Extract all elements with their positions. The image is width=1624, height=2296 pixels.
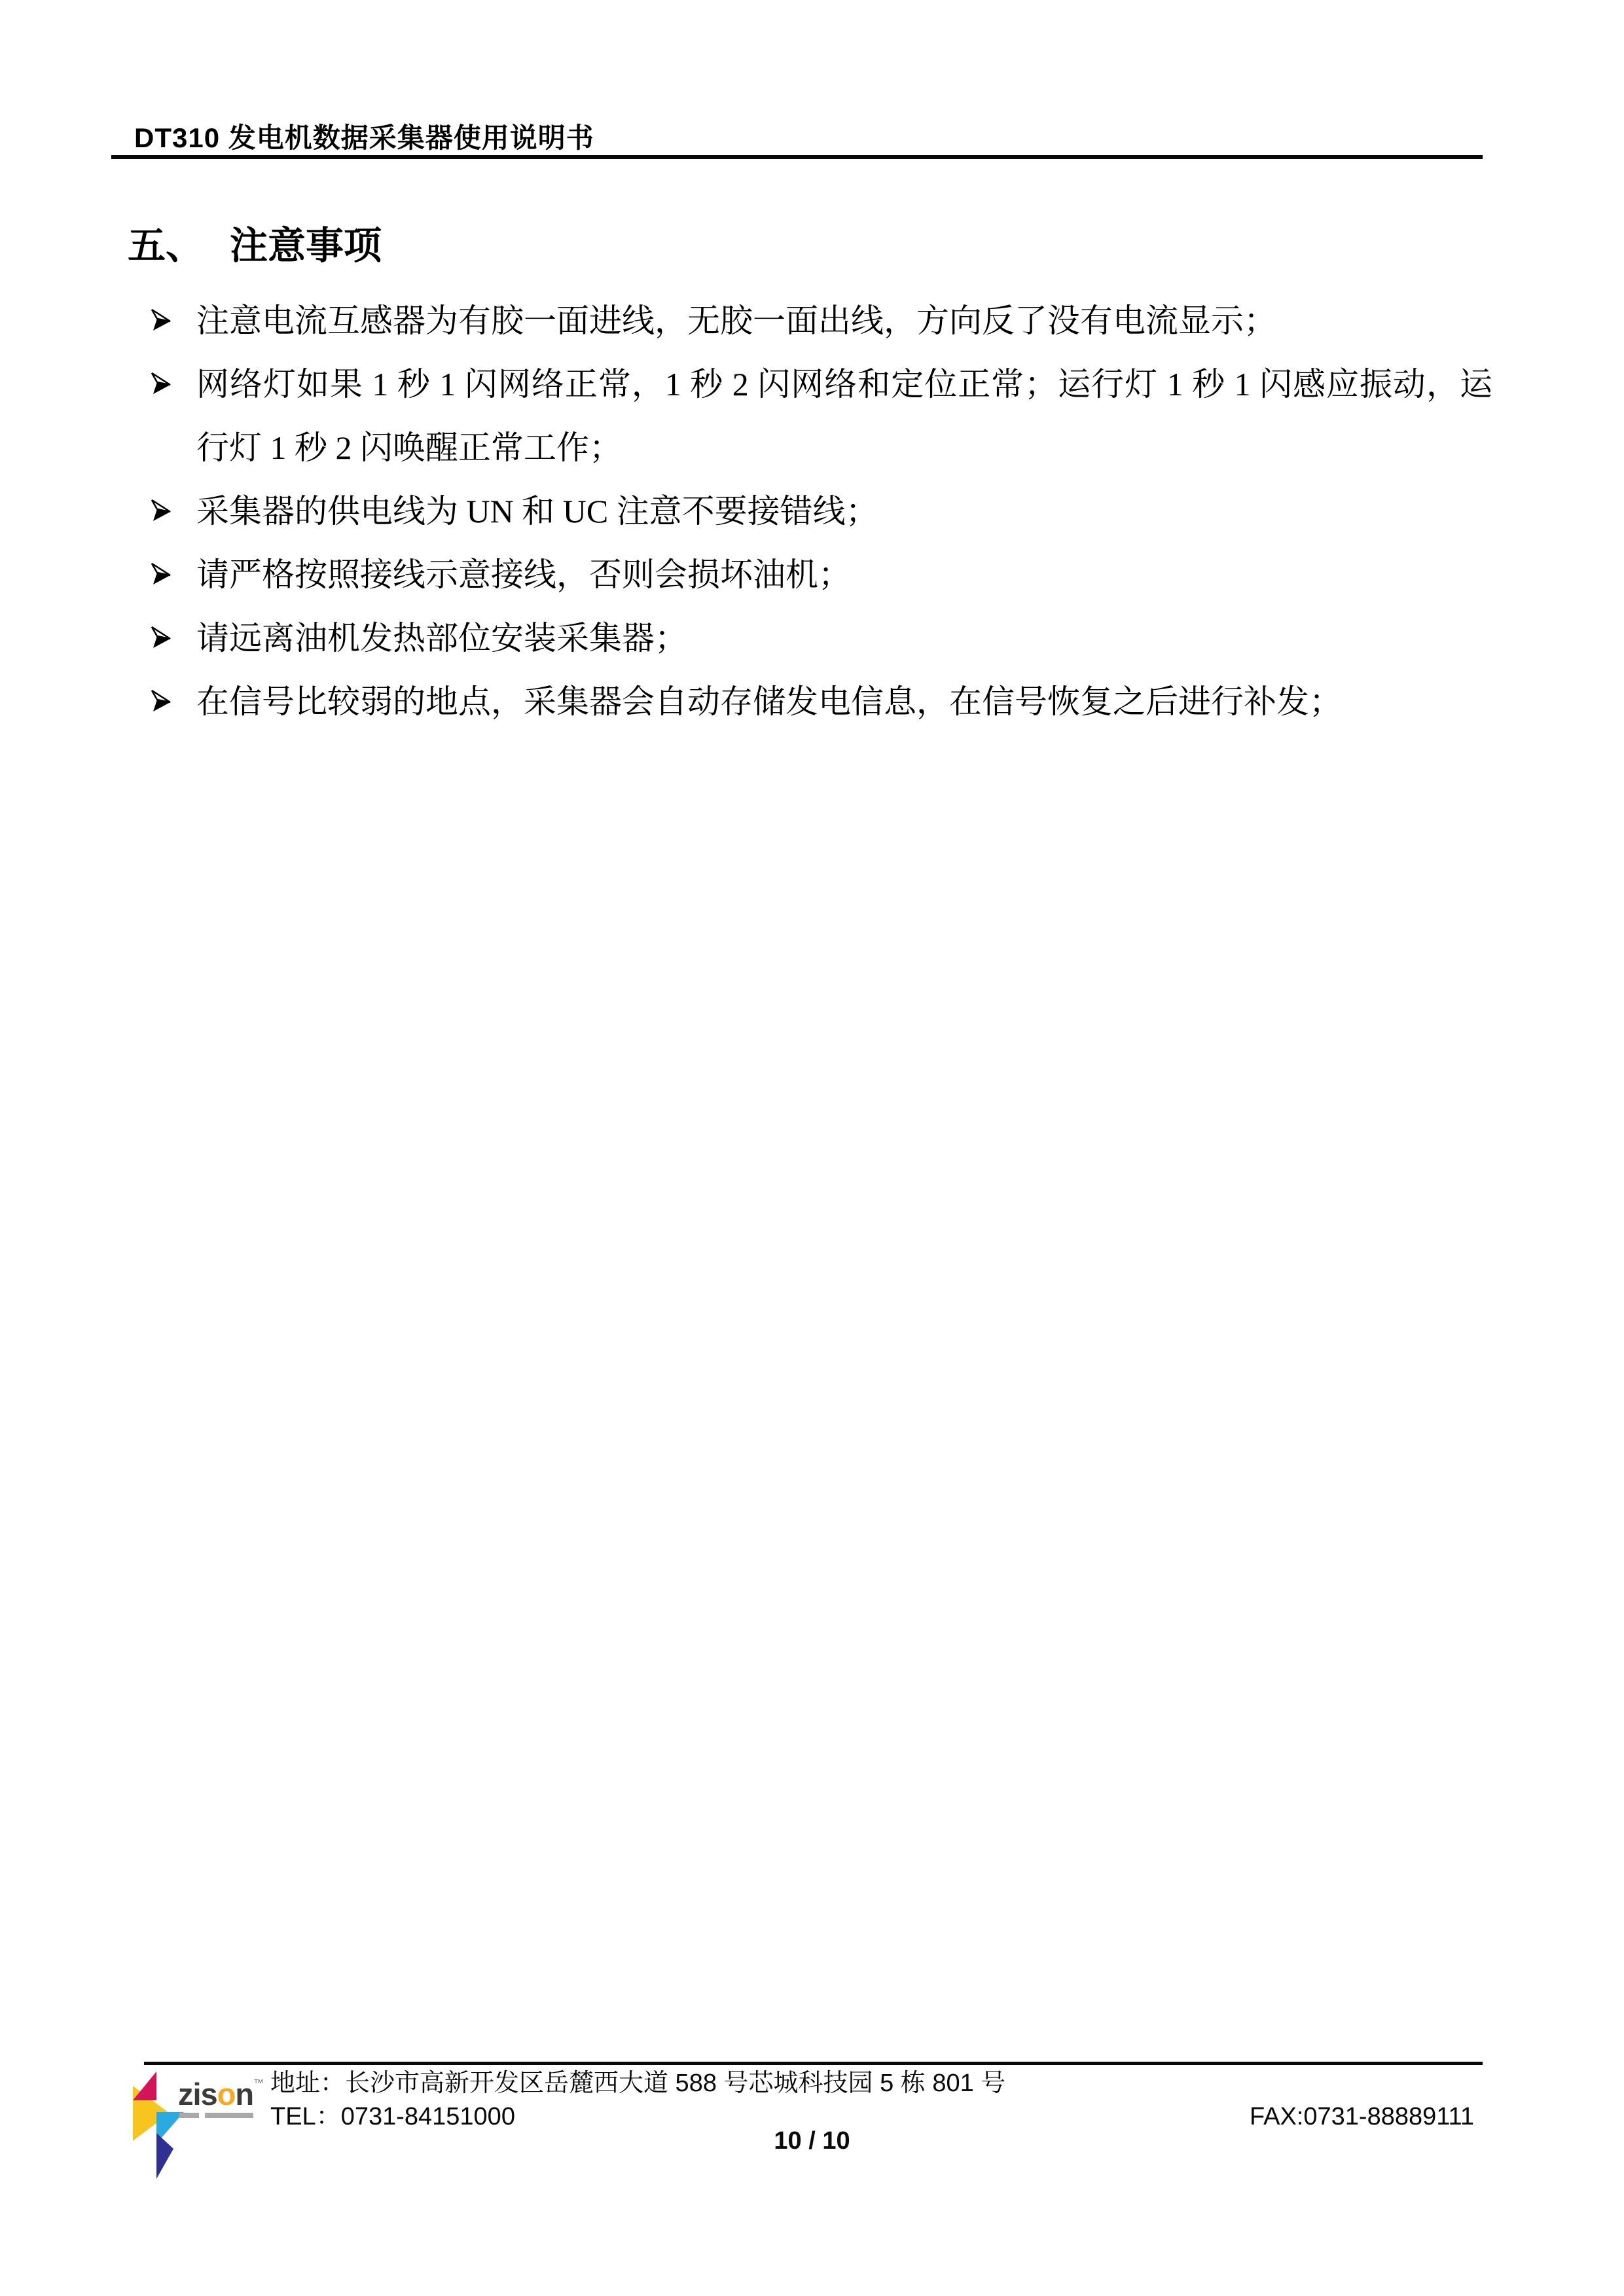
list-item [147,480,1492,543]
arrowhead-bullet-icon [147,370,172,397]
footer-rule [144,2062,1483,2065]
note-text: 请严格按照接线示意接线，否则会损坏油机； [196,556,851,593]
list-item [147,543,1492,607]
logo-tagline [179,2113,259,2118]
brand-text: n [235,2077,254,2111]
header-rule [111,155,1483,159]
note-text: 网络灯如果 1 秒 1 闪网络正常，1 秒 2 闪网络和定位正常；运行灯 1 秒 1 闪感应振动，运行灯 1 秒 2 闪唤醒正常工作； [196,366,1492,466]
brand-text: zis [178,2077,217,2111]
section-heading: 注意事项 [230,224,382,267]
arrowhead-bullet-icon [147,561,172,587]
brand-wordmark [178,2079,263,2109]
notes-list [147,289,1492,734]
page-number: 10 / 10 [774,2127,850,2155]
note-text: 在信号比较弱的地点，采集器会自动存储发电信息，在信号恢复之后进行补发； [196,683,1342,720]
footer-address: 地址：长沙市高新开发区岳麓西大道 588 号芯城科技园 5 栋 801 号 [270,2070,1006,2097]
zison-logo-icon [128,2070,184,2179]
section-number: 五、 [128,224,204,267]
arrowhead-bullet-icon [147,497,172,524]
footer-tel: TEL：0731-84151000 [270,2103,515,2130]
note-text: 请远离油机发热部位安装采集器； [196,620,687,656]
brand-text-o: o [217,2077,236,2111]
arrowhead-bullet-icon [147,624,172,651]
arrowhead-bullet-icon [147,688,172,714]
trademark-symbol: ™ [253,2078,264,2089]
list-item [147,353,1492,480]
list-item [147,289,1492,353]
note-text: 注意电流互感器为有胶一面进线，无胶一面出线，方向反了没有电流显示； [196,302,1276,339]
footer-fax: FAX:0731-88889111 [1250,2103,1474,2130]
list-item [147,670,1492,734]
section-title [128,215,382,270]
document-header-title: DT310 发电机数据采集器使用说明书 [134,122,594,153]
arrowhead-bullet-icon [147,307,172,333]
list-item [147,607,1492,670]
note-text: 采集器的供电线为 UN 和 UC 注意不要接错线； [196,493,878,529]
